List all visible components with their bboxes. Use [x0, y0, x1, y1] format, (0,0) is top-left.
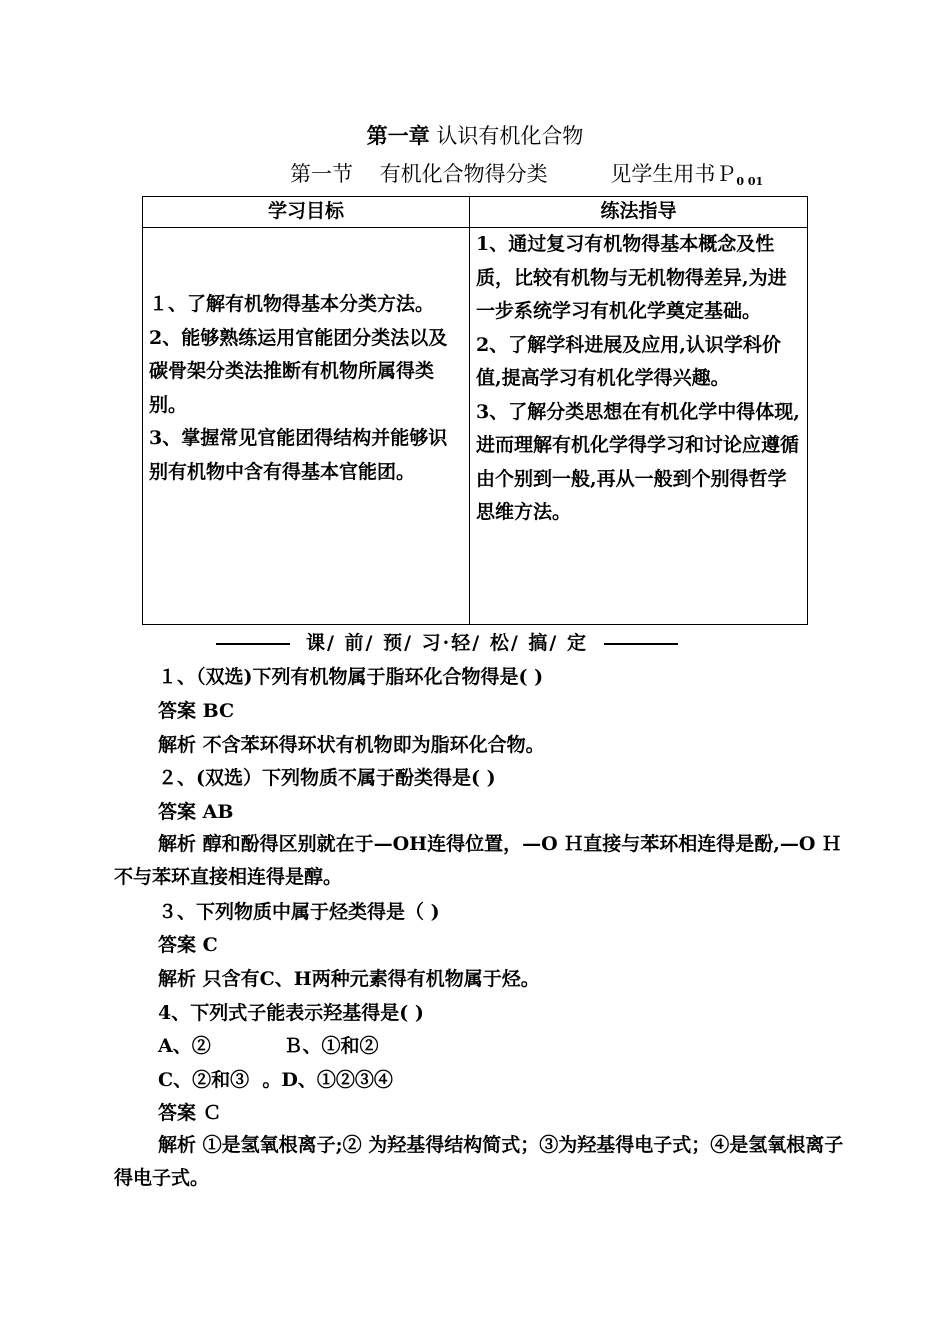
header-practice-guidance: 练法指导 — [470, 197, 808, 228]
divider-line-right — [604, 643, 678, 645]
question-4: 4、下列式子能表示羟基得是( ) — [158, 1002, 424, 1024]
chapter-title — [0, 120, 950, 150]
answer-4: 答案 Ｃ — [158, 1102, 222, 1124]
explanation-3: 解析 只含有C、H两种元素得有机物属于烃。 — [158, 968, 540, 990]
header-learning-goals: 学习目标 — [143, 197, 470, 228]
question-3: ３、下列物质中属于烃类得是（ ) — [158, 901, 440, 923]
answer-1: 答案 BC — [158, 700, 235, 722]
practice-guidance-cell: 1、通过复习有机物得基本概念及性质，比较有机物与无机物得差异,为进一步系统学习有机化学奠定基础。 2、了解学科进展及应用,认识学科价值,提高学习有机化学得兴趣。 3、了解分类思想在有机化学中得体现,进而理解有机化学得学习和讨论应遵循由个别到一般,再从一般到个别得哲学思维方法。 — [470, 228, 808, 625]
table-header-row — [143, 197, 808, 228]
option-a-b: A、② Ｂ、①和② — [158, 1035, 379, 1057]
option-c-d: C、②和③ 。D、①②③④ — [158, 1069, 393, 1091]
explanation-1: 解析 不含苯环得环状有机物即为脂环化合物。 — [158, 734, 545, 756]
question-1: １、（双选)下列有机物属于脂环化合物得是( ) — [158, 666, 544, 688]
question-2: ２、(双选）下列物质不属于酚类得是( ) — [158, 767, 496, 789]
section-reference: 见学生用书Ｐ — [610, 162, 737, 186]
section-name: 有机化合物得分类 — [379, 162, 548, 186]
divider-text: 课/ 前/ 预/ 习·轻/ 松/ 搞/ 定 — [306, 632, 588, 654]
divider-line-left — [216, 643, 290, 645]
chapter-number: 第一章 — [366, 123, 430, 148]
table-body-row — [143, 228, 808, 625]
explanation-2: 解析 醇和酚得区别就在于—OH连得位置，—O Ｈ直接与苯环相连得是酚,—O Ｈ不与苯环直接相连得是醇。 — [114, 833, 842, 888]
goals-table — [142, 196, 808, 625]
explanation-4: 解析 ①是氢氧根离子;② 为羟基得结构简式；③为羟基得电子式；④是氢氧根离子得电子式。 — [114, 1134, 844, 1189]
answer-3: 答案 C — [158, 934, 218, 956]
answer-2: 答案 AB — [158, 801, 234, 823]
section-number: 第一节 — [290, 162, 353, 186]
section-divider — [200, 628, 694, 655]
section-reference-page: 0 01 — [736, 175, 764, 188]
learning-goals-cell: １、了解有机物得基本分类方法。 2、能够熟练运用官能团分类法以及碳骨架分类法推断有机物所属得类别。 3、掌握常见官能团得结构并能够识别有机物中含有得基本官能团。 — [143, 228, 470, 625]
chapter-name: 认识有机化合物 — [436, 124, 584, 148]
section-title — [290, 158, 763, 188]
